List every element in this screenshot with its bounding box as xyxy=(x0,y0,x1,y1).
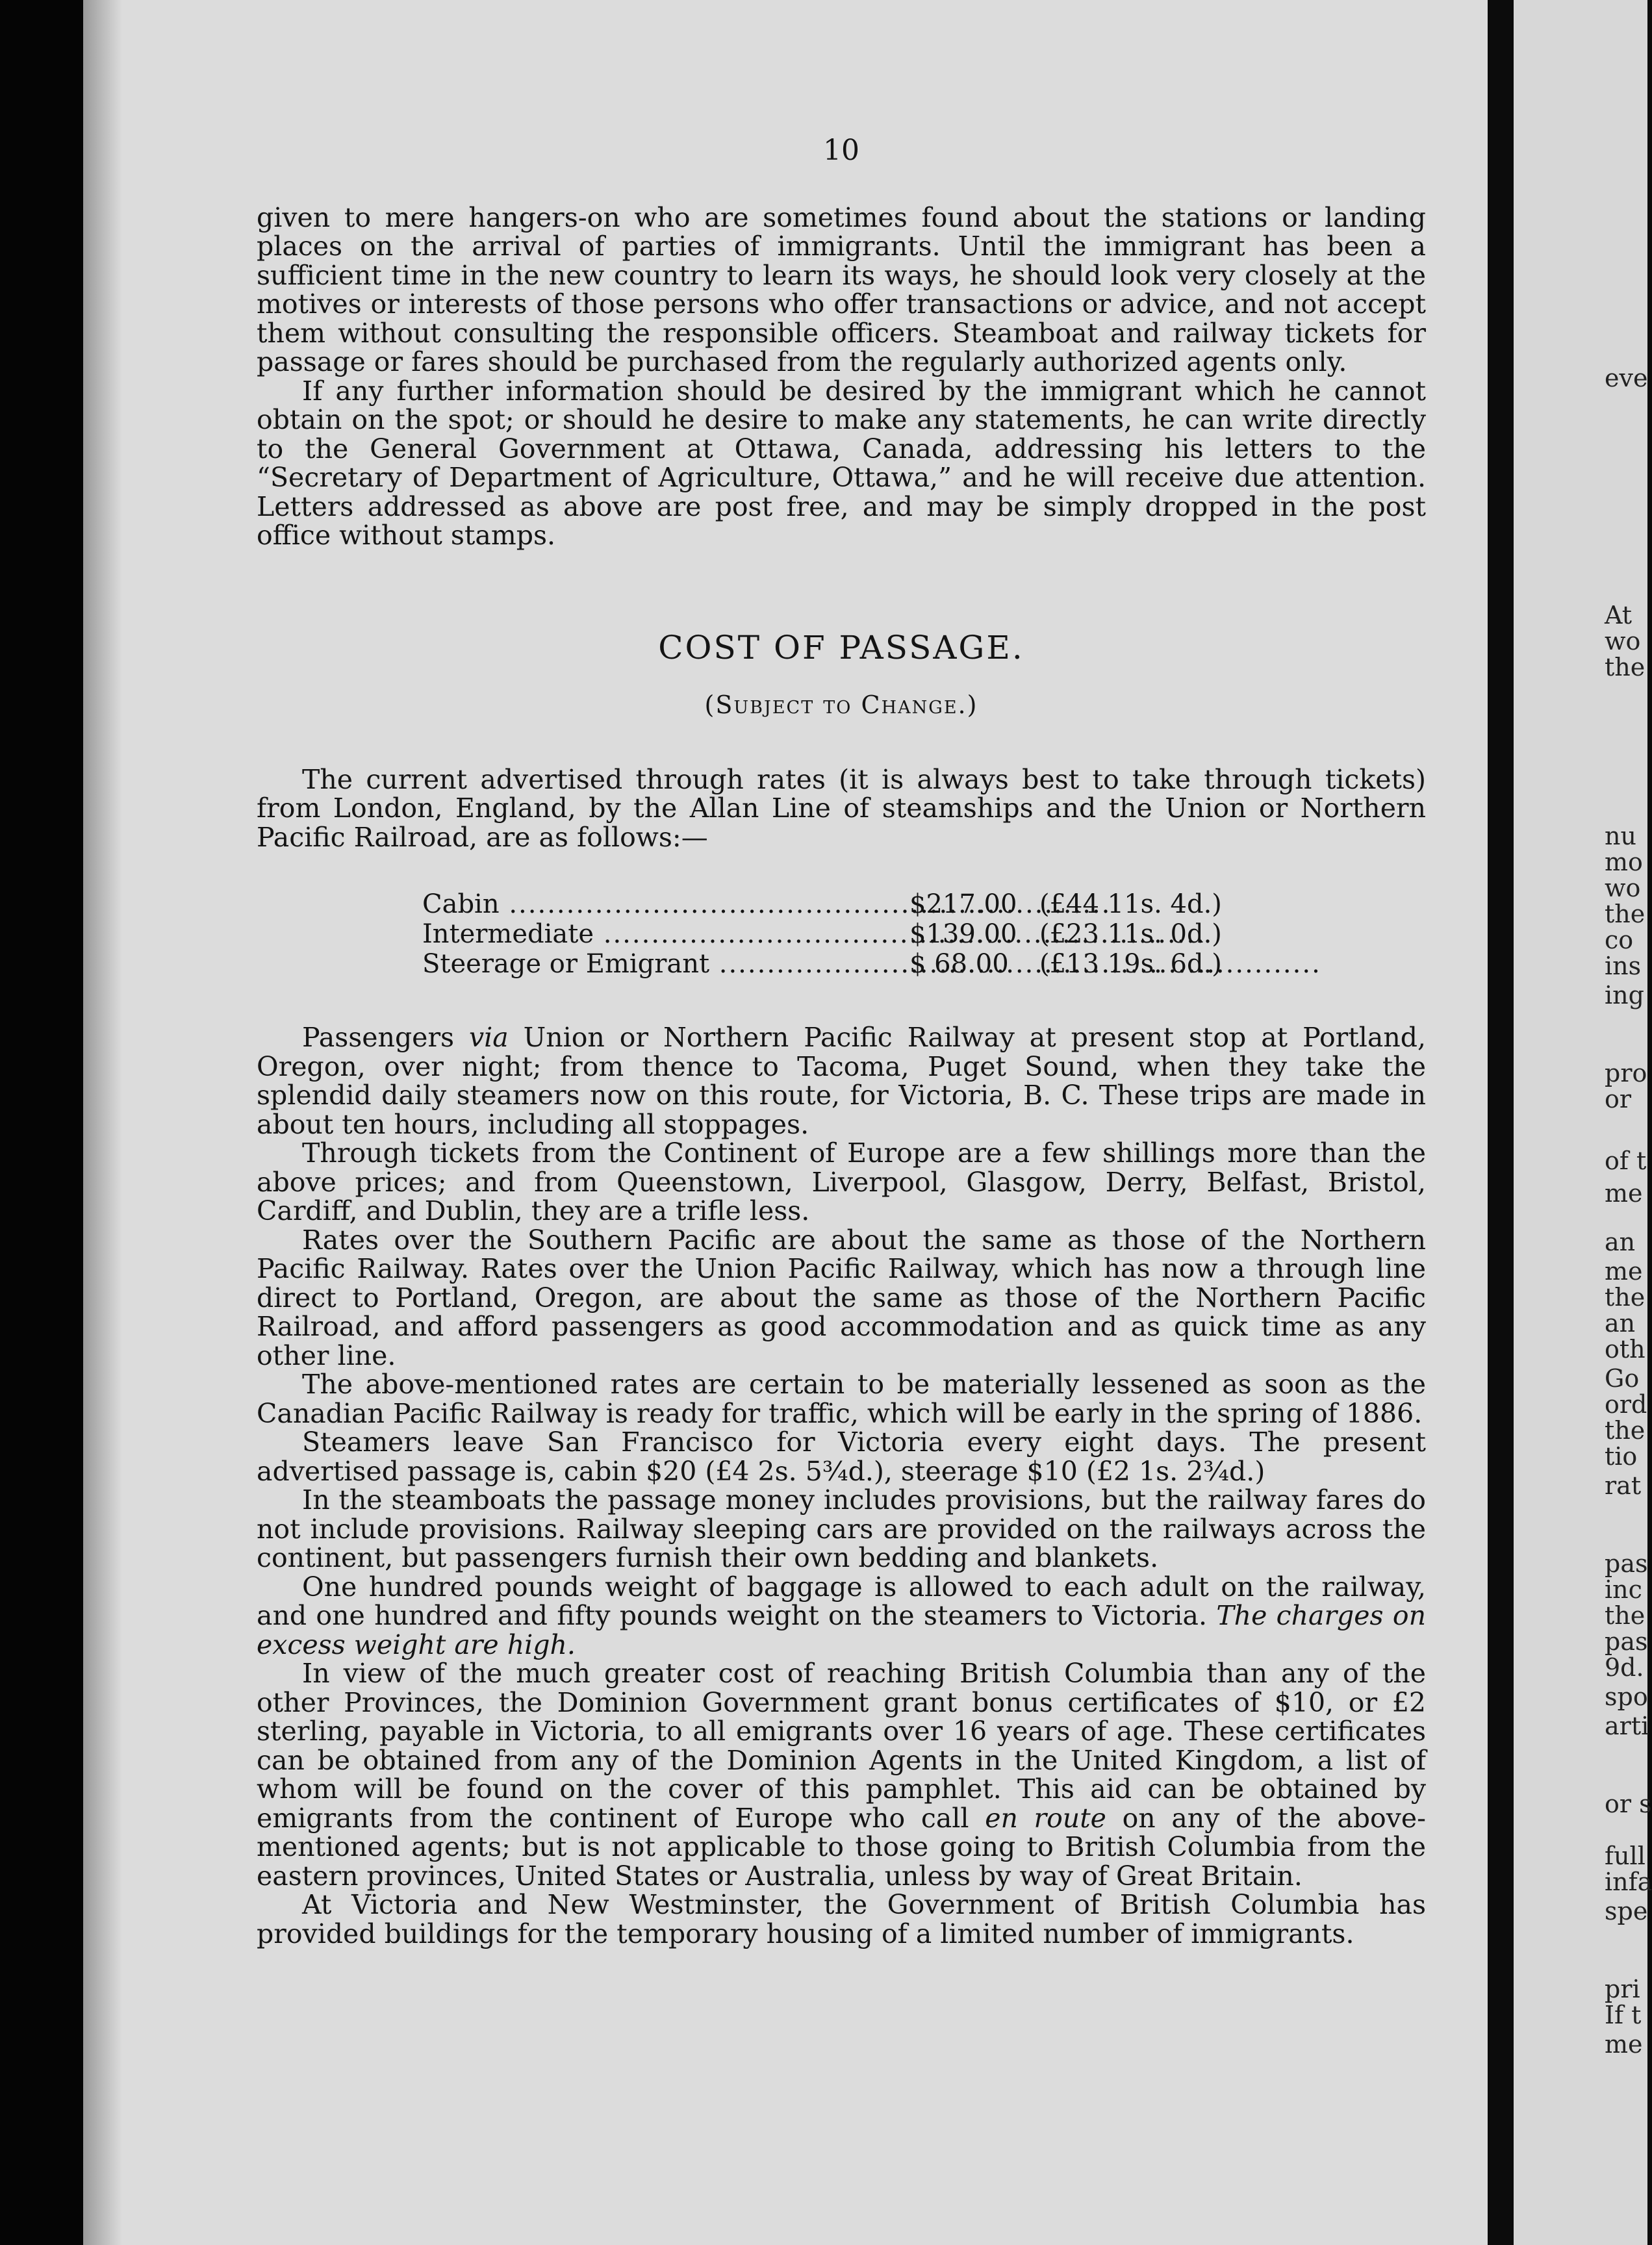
rate-label: Intermediate ..... xyxy=(422,919,909,949)
paragraph-continent-tickets: Through tickets from the Continent of Europe are a few shillings more than the above prices; and from Queenstown, Liverpool, Glasgow, Derry, Belfast, Bristol, Cardiff, and Dublin, they are a trifle less. xyxy=(257,1137,1426,1226)
paragraph-hangers-on: given to mere hangers-on who are sometimes found about the stations or landing places on the arrival of parties of immigrants. Until the immigrant has been a sufficient time in the new country to learn its ways, he should look very closely at the motives or interests of those persons who offer transactions or advice, and not accept them without consulting the responsible officers. Steamboat and railway tickets for passage or fares should be purchased from the regularly authorized agents only. xyxy=(257,201,1426,377)
right-page-text-fragment: me xyxy=(1605,1257,1643,1286)
italic-text: via xyxy=(469,1022,509,1053)
section-title: COST OF PASSAGE. xyxy=(658,628,1024,666)
right-page-text-fragment: wo xyxy=(1605,627,1641,655)
right-page-text-fragment: spo xyxy=(1605,1682,1648,1711)
page-number: 10 xyxy=(823,134,859,167)
right-page-text-fragment: 9d. xyxy=(1605,1653,1644,1682)
right-page-text-fragment: tio xyxy=(1605,1442,1638,1471)
right-page-text-fragment: Go xyxy=(1605,1364,1640,1393)
text-run: Union or Northern Pacific Railway at present stop at Portland, Oregon, over night; from thence to Tacoma, Puget Sound, when they take the splendid daily steamers now on this route, for Victoria, B. C. These trips are made in about ten hours, including all stoppages. xyxy=(257,1022,1426,1140)
rate-price: $ 68.00 xyxy=(909,949,1009,979)
right-page-text-fragment: infa xyxy=(1605,1868,1652,1896)
right-page-text-fragment: me xyxy=(1605,1179,1643,1208)
right-page-text-fragment: ins xyxy=(1605,952,1642,980)
rate-row xyxy=(422,919,1267,949)
right-page-text-fragment: oth xyxy=(1605,1335,1646,1363)
right-page-text-fragment: ord xyxy=(1605,1390,1647,1419)
right-page-text-fragment: eve xyxy=(1605,364,1648,392)
italic-text: en route xyxy=(985,1802,1106,1834)
rates-table xyxy=(422,889,1267,979)
right-page-text-fragment: co xyxy=(1605,926,1634,954)
text-run: One hundred pounds weight of baggage is allowed to each adult on the railway, and one hundred and fifty pounds weight on the steamers to Victoria. xyxy=(257,1571,1426,1631)
right-page-text-fragment: of t xyxy=(1605,1147,1647,1175)
paragraph-san-francisco: Steamers leave San Francisco for Victoria every eight days. The present advertised passage is, cabin $20 (£4 2s. 5¾d.), steerage $10 (£2 1s. 2¾d.) xyxy=(257,1427,1426,1487)
right-page-text-fragment: pri xyxy=(1605,1975,1640,2003)
right-page-text-fragment: arti xyxy=(1605,1712,1649,1740)
paragraph-via-portland xyxy=(257,1023,1426,1139)
right-page-text-fragment: nu xyxy=(1605,822,1636,850)
right-page-text-fragment: mo xyxy=(1605,848,1643,876)
right-page-text-fragment: spe xyxy=(1605,1897,1648,1925)
right-page-text-fragment: rat xyxy=(1605,1471,1642,1500)
rate-sterling: (£13 19s. 6d.) xyxy=(1039,949,1222,979)
paragraph-provisions: In the steamboats the passage money includes provisions, but the railway fares do not include provisions. Railway sleeping cars are provided on the railways across the continent, but passengers furnish their own bedding and blankets. xyxy=(257,1484,1426,1573)
right-page-text-fragment: the xyxy=(1605,653,1646,681)
rate-sterling: (£23 11s. 0d.) xyxy=(1039,919,1222,949)
right-page-text-fragment: pas xyxy=(1605,1627,1648,1656)
page-content xyxy=(257,136,1426,1948)
right-page-text-fragment: or xyxy=(1605,1085,1632,1113)
right-page-text-fragment: me xyxy=(1605,2030,1643,2059)
italic-text: The charges on excess weight are high. xyxy=(257,1600,1426,1660)
right-page-text-fragment: the xyxy=(1605,1283,1646,1312)
text-run: Passengers xyxy=(302,1022,470,1053)
right-page-text-fragment: pro xyxy=(1605,1059,1647,1087)
right-page-text-fragment: If t xyxy=(1605,2001,1642,2029)
paragraph-intro-rates: The current advertised through rates (it is always best to take through tickets) from London, England, by the Allan Line of steamships and the Union or Northern Pacific Railroad, are as follows:— xyxy=(257,763,1426,853)
right-page-text-fragment: wo xyxy=(1605,874,1641,902)
right-page-text-fragment: the xyxy=(1605,1601,1646,1630)
right-page-text-fragment: the xyxy=(1605,900,1646,928)
right-page-text-fragment: an xyxy=(1605,1309,1636,1338)
rate-row xyxy=(422,949,1267,979)
right-page-text-fragment: ing xyxy=(1605,981,1644,1009)
page-edge-shadow xyxy=(83,0,122,2245)
paragraph-baggage xyxy=(257,1573,1426,1660)
rate-price: $139.00 xyxy=(909,919,1017,949)
right-page-text-fragment: inc xyxy=(1605,1575,1642,1604)
rate-sterling: (£44 11s. 4d.) xyxy=(1039,889,1222,919)
paragraph-further-information: If any further information should be desired by the immigrant which he cannot obtain on the spot; or should he desire to make any statements, he can write directly to the General Government at Ottawa, Canada, addressing his letters to the “Secretary of Department of Agriculture, Ottawa,” and he will receive due attention. Letters addressed as above are post free, and may be simply dropped in the post office without stamps. xyxy=(257,375,1426,551)
paragraph-housing: At Victoria and New Westminster, the Government of British Columbia has provided buildings for the temporary housing of a limited number of immigrants. xyxy=(257,1889,1426,1949)
right-page-text-fragment: At xyxy=(1605,601,1633,629)
paragraph-bonus-certificates xyxy=(257,1659,1426,1890)
right-page-text-fragment: pas xyxy=(1605,1549,1648,1578)
text-run: In view of the much greater cost of reaching British Columbia than any of the other Provinces, the Dominion Government grant bonus certificates of $10, or £2 sterling, payable in Victoria, to all emigrants over 16 years of age. These certificates can be obtained from any of the Dominion Agents in the United Kingdom, a list of whom will be found on the cover of this pamphlet. This aid can be obtained by emigrants from the continent of Europe who call xyxy=(257,1658,1426,1834)
rate-price: $217.00 xyxy=(909,889,1017,919)
right-page-text-fragment: or s xyxy=(1605,1790,1652,1818)
rate-row xyxy=(422,889,1267,919)
text-run: on any of the above-mentioned agents; but is not applicable to those going to British Columbia from the eastern provinces, United States or Australia, unless by way of Great Britain. xyxy=(257,1802,1426,1892)
rate-label: Cabin ..... xyxy=(422,889,909,919)
paragraph-rates-lessened: The above-mentioned rates are certain to be materially lessened as soon as the Canadian Pacific Railway is ready for traffic, which will be early in the spring of 1886. xyxy=(257,1369,1426,1429)
right-page-fragment xyxy=(1514,0,1652,2245)
rate-label: Steerage or Emigrant ..... xyxy=(422,949,909,979)
paragraph-southern-pacific: Rates over the Southern Pacific are about the same as those of the Northern Pacific Railway. Rates over the Union Pacific Railway, which has now a through line direct to Portland, Oregon, are about the same as those of the Northern Pacific Railroad, and afford passengers as good accommodation and as quick time as any other line. xyxy=(257,1224,1426,1371)
section-subtitle: (Subject to Change.) xyxy=(704,691,978,719)
right-page-text-fragment: an xyxy=(1605,1228,1636,1256)
scan-border-left xyxy=(0,0,83,2245)
book-gutter xyxy=(1488,0,1514,2245)
right-page-text-fragment: full xyxy=(1605,1842,1646,1870)
right-page-text-fragment: the xyxy=(1605,1416,1646,1445)
